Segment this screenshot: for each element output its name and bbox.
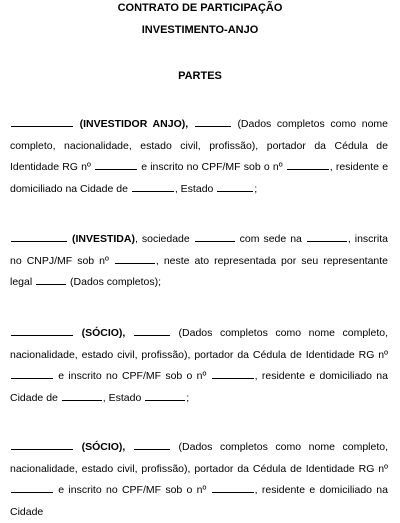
partner1-text-3: , residente e domiciliado na Cidade de [10,370,388,404]
investor-cpf-blank[interactable] [287,160,329,170]
partner1-text-1: (Dados completos como nome completo, nacionalidade, estado civil, profissão), portador da Cédula de Identidade RG nº [10,327,389,361]
investor-blank-2[interactable] [195,117,231,127]
investee-address-blank[interactable] [307,232,347,242]
investee-text-5: (Dados completos); [70,276,162,288]
section-heading-partes: PARTES [178,70,222,82]
investor-text-3: , residente e domiciliado na Cidade de [10,161,389,195]
partner2-rg-blank[interactable] [11,483,53,493]
partner2-text-2: e inscrito no CPF/MF sob o nº [58,484,207,496]
investee-text-2: com sede na [239,233,302,245]
partner1-text-5: ; [186,391,190,404]
investor-text-5: ; [254,182,258,195]
investor-state-blank[interactable] [217,182,253,192]
investee-name-blank[interactable] [11,232,67,242]
investor-rg-blank[interactable] [95,160,137,170]
document-subtitle: INVESTIMENTO-ANJO [141,24,259,36]
partner1-cpf-blank[interactable] [212,369,254,379]
investee-text-3: , inscrita no CNPJ/MF sob nº [10,233,388,267]
partner1-paragraph [10,323,388,409]
partner1-rg-blank[interactable] [11,369,53,379]
partner1-state-blank[interactable] [145,391,185,401]
partner2-blank-2[interactable] [134,440,170,450]
investor-name-blank[interactable] [11,117,73,127]
partner2-text-3: , residente e domiciliado na Cidade [10,484,388,518]
investor-paragraph [10,114,388,200]
partner2-role: (SÓCIO), [81,441,126,453]
partner1-text-2: e inscrito no CPF/MF sob o nº [58,370,207,382]
investor-text-1: (Dados completos como nome completo, nacionalidade, estado civil, profissão), portador da Cédula de Identidade RG nº [10,118,388,173]
investor-city-blank[interactable] [132,182,174,192]
investee-paragraph [10,229,388,294]
investee-type-blank[interactable] [195,232,235,242]
partner1-text-4: , Estado [102,391,142,404]
investor-text-4: , Estado [174,182,214,195]
partner1-city-blank[interactable] [62,391,102,401]
partner2-cpf-blank[interactable] [212,483,254,493]
investee-text-1: , sociedade [134,233,190,245]
partner1-role: (SÓCIO), [81,327,126,339]
investee-rep-blank[interactable] [36,275,66,285]
investee-cnpj-blank[interactable] [115,254,155,264]
partner2-text-1: (Dados completos como nome completo, nacionalidade, estado civil, profissão), portador da Cédula de Identidade RG nº [10,441,389,475]
partner2-name-blank[interactable] [11,440,73,450]
investee-role: (INVESTIDA) [71,233,135,245]
investor-role: (INVESTIDOR ANJO), [79,118,189,130]
partner2-paragraph [10,437,388,523]
document-title: CONTRATO DE PARTICIPAÇÃO [117,2,283,14]
partner1-name-blank[interactable] [11,326,73,336]
investee-text-4: , neste ato representada por seu representante legal [10,254,389,288]
investor-text-2: e inscrito no CPF/MF sob o nº [141,161,283,173]
partner1-blank-2[interactable] [134,326,170,336]
